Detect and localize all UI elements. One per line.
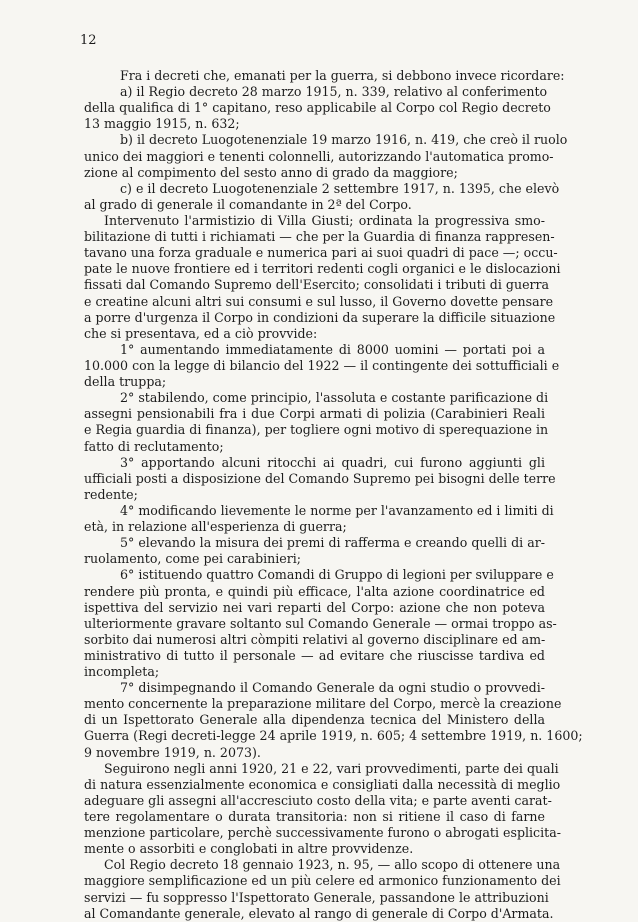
text-line: c) e il decreto Luogotenenziale 2 settembre 1917, n. 1395, che elevò [120,180,560,196]
text-line: 4° modificando lievemente le norme per l'avanzamento ed i limiti di [120,502,554,518]
text-line: assegni pensionabili fra i due Corpi armati di polizia (Carabinieri Reali [84,406,545,422]
text-line: adeguare gli assegni all'accresciuto costo della vita; e parte aventi carat- [84,792,552,808]
text-line: ministrativo di tutto il personale — ad evitare che riuscisse tardiva ed [84,647,545,663]
text-line: menzione particolare, perchè successivamente furono o abrogati esplicita- [84,825,561,841]
text-line: tavano una forza graduale e numerica pari ai suoi quadri di pace —; occu- [84,245,558,261]
text-line: pate le nuove frontiere ed i territori redenti cogli organici e le dislocazioni [84,261,561,277]
text-line: zione al compimento del sesto anno di grado da maggiore; [84,164,458,180]
text-line: 13 maggio 1915, n. 632; [84,116,240,132]
text-line: che si presentava, ed a ciò provvide: [84,325,318,341]
text-line: a) il Regio decreto 28 marzo 1915, n. 339, relativo al conferimento [120,84,548,100]
text-line: rendere più pronta, e quindi più efficace, l'alta azione coordinatrice ed [84,583,545,599]
text-line: 9 novembre 1919, n. 2073). [84,744,261,760]
text-line: tere regolamentare o durata transitoria: non si ritiene il caso di farne [84,809,545,825]
text-line: di un Ispettorato Generale alla dipendenza tecnica del Ministero della [84,712,545,728]
body-text [84,68,583,922]
text-line: b) il decreto Luogotenenziale 19 marzo 1916, n. 419, che creò il ruolo [120,132,568,148]
text-line: fatto di reclutamento; [84,438,224,454]
text-line: Guerra (Regi decreti-legge 24 aprile 1919, n. 605; 4 settembre 1919, n. 1600; [84,728,583,744]
text-line: unico dei maggiori e tenenti colonnelli, autorizzando l'automatica promo- [84,148,554,164]
text-line: della truppa; [84,374,167,390]
text-line: incompleta; [84,664,160,680]
text-line: 2° stabilendo, come principio, l'assoluta e costante parificazione di [120,390,549,406]
text-line: fissati dal Comando Supremo dell'Esercito; consolidati i tributi di guerra [84,277,550,293]
text-line: Intervenuto l'armistizio di Villa Giusti; ordinata la progressiva smo- [104,212,545,228]
text-line: a porre d'urgenza il Corpo in condizioni da superare la difficile situazione [84,309,556,325]
text-line: bilitazione di tutti i richiamati — che per la Guardia di finanza rappresen- [84,229,555,245]
text-line: 7° disimpegnando il Comando Generale da ogni studio o provvedi- [120,680,545,696]
page-number: 12 [80,33,97,48]
text-line: ruolamento, come pei carabinieri; [84,551,302,567]
text-line: maggiore semplificazione ed un più celere ed armonico funzionamento dei [84,873,561,889]
text-line: Fra i decreti che, emanati per la guerra, si debbono invece ricordare: [120,68,565,83]
text-line: al grado di generale il comandante in 2ª del Corpo. [84,196,412,212]
text-line: 5° elevando la misura dei premi di rafferma e creando quelli di ar- [120,535,545,551]
text-line: servizi — fu soppresso l'Ispettorato Generale, passandone le attribuzioni [84,889,549,905]
text-line: ufficiali posti a disposizione del Comando Supremo pei bisogni delle terre [84,470,556,486]
text-line: mente o assorbiti e conglobati in altre provvidenze. [84,841,414,857]
text-line: e creatine alcuni altri sui consumi e sul lusso, il Governo dovette pensare [84,293,554,309]
text-line: al Comandante generale, elevato al rango di generale di Corpo d'Armata. [84,905,554,921]
text-line: di natura essenzialmente economica e consigliati dalla necessità di meglio [84,776,561,792]
text-line: sorbito dai numerosi altri còmpiti relativi al governo disciplinare ed am- [84,631,546,647]
text-line: 10.000 con la legge di bilancio del 1922 — il contingente dei sottufficiali e [84,357,560,373]
text-line: e Regia guardia di finanza), per togliere ogni motivo di sperequazione in [84,422,549,438]
text-line: 1° aumentando immediatamente di 8000 uomini — portati poi a [120,341,545,357]
text-line: Seguirono negli anni 1920, 21 e 22, vari provvedimenti, parte dei quali [104,760,559,776]
text-line: età, in relazione all'esperienza di guerra; [84,519,347,535]
text-line: mento concernente la preparazione militare del Corpo, mercè la creazione [84,696,562,712]
text-line: 6° istituendo quattro Comandi di Gruppo di legioni per sviluppare e [120,567,554,583]
text-line: ulteriormente gravare soltanto sul Comando Generale — ormai troppo as- [84,615,557,631]
text-line: Col Regio decreto 18 gennaio 1923, n. 95, — allo scopo di ottenere una [104,857,561,873]
text-line: ispettiva del servizio nei vari reparti del Corpo: azione che non poteva [84,599,545,615]
text-line: 3° apportando alcuni ritocchi ai quadri, cui furono aggiunti gli [120,454,545,470]
text-line: redente; [84,486,138,502]
text-line: della qualifica di 1° capitano, reso applicabile al Corpo col Regio decreto [84,100,551,116]
